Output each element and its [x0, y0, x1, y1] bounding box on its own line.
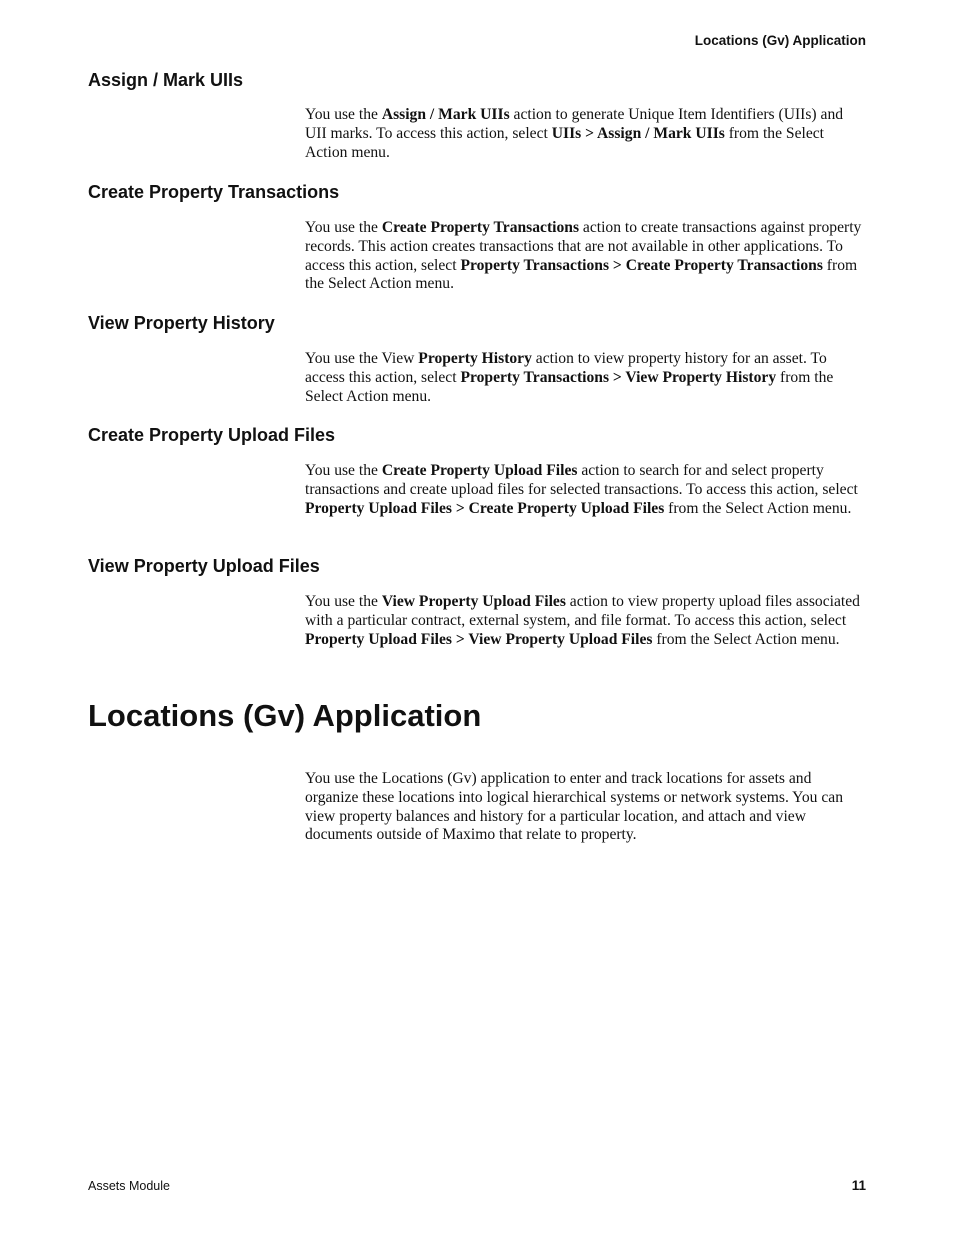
text-run: You use the — [305, 593, 382, 610]
text-run: action to view property history for an asset. To access this action, select — [305, 350, 827, 386]
footer-module-name: Assets Module — [88, 1179, 170, 1193]
chapter-title: Locations (Gv) Application — [88, 698, 482, 733]
section-view-property-history — [88, 312, 866, 405]
bold-term: Property Transactions > Create Property Transactions — [460, 256, 823, 274]
page-number: 11 — [851, 1178, 866, 1193]
bold-term: Property History — [418, 350, 532, 367]
text-run: from the Select Action menu. — [305, 368, 834, 405]
bold-term: View Property Upload Files — [381, 593, 566, 610]
section-body — [305, 593, 866, 649]
text-run: from the Select Action menu. — [305, 124, 825, 161]
running-header-title: Locations (Gv) Application — [694, 33, 866, 48]
text-run: You use the — [305, 219, 382, 236]
text-run: You use the — [305, 106, 382, 123]
section-heading: View Property Upload Files — [88, 556, 320, 576]
bold-term: Property Transactions > View Property History — [460, 368, 777, 386]
bold-term: Create Property Upload Files — [381, 462, 578, 479]
section-assign-mark-uiis — [88, 69, 866, 161]
text-run: You use the Locations (Gv) application to enter and track locations for assets and organize these locations into logical hierarchical systems or network systems. You can view property balances and history for a particular location, and attach and view documents outside of Maximo that relate to property. — [305, 770, 844, 844]
text-run: action to view property upload files associated with a particular contract, external system, and file format. To access this action, select — [305, 593, 860, 629]
section-heading: Create Property Transactions — [88, 182, 340, 202]
text-run: action to search for and select property transactions and create upload files for selected transactions. To access this action, select — [305, 462, 858, 498]
text-run: from the Select Action menu. — [305, 256, 858, 293]
chapter-intro-body — [305, 770, 866, 845]
section-heading: View Property History — [88, 313, 275, 333]
bold-term: Assign / Mark UIIs — [381, 106, 510, 123]
text-run: from the Select Action menu. — [664, 499, 852, 517]
bold-term: Create Property Transactions — [381, 219, 580, 236]
section-create-property-upload-files — [88, 424, 866, 517]
section-view-property-upload-files — [88, 555, 866, 648]
section-body — [305, 350, 866, 406]
text-run: action to generate Unique Item Identifiers (UIIs) and UII marks. To access this action, select — [305, 106, 844, 142]
bold-term: Property Upload Files > View Property Upload Files — [305, 630, 653, 648]
bold-term: UIIs > Assign / Mark UIIs — [551, 124, 725, 142]
text-run: You use the View — [305, 350, 419, 367]
section-body — [305, 462, 866, 518]
section-body — [305, 219, 866, 294]
section-create-property-transactions — [88, 181, 866, 293]
section-heading: Assign / Mark UIIs — [88, 70, 244, 90]
section-body — [305, 106, 866, 162]
text-run: action to create transactions against property records. This action creates transactions that are not available in other applications. To access this action, select — [305, 219, 862, 274]
bold-term: Property Upload Files > Create Property Upload Files — [305, 499, 665, 517]
text-run: You use the — [305, 462, 382, 479]
text-run: from the Select Action menu. — [652, 630, 840, 648]
section-heading: Create Property Upload Files — [88, 425, 336, 445]
